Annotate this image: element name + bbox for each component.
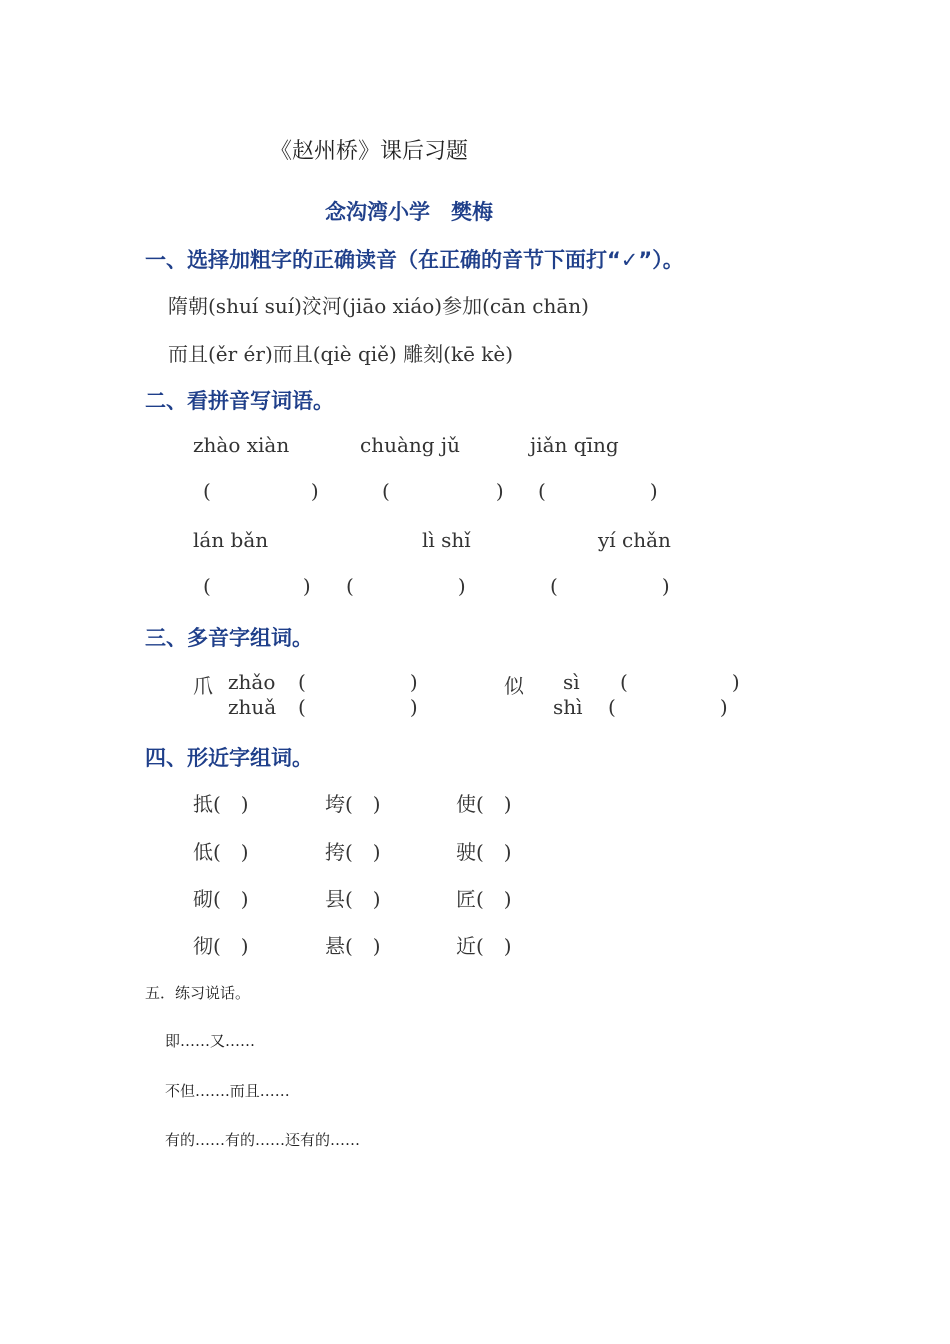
answer-blank[interactable]: ( ) bbox=[213, 887, 249, 911]
answer-blank[interactable]: ( ) bbox=[203, 479, 319, 503]
pinyin-item: chuàng jǔ bbox=[360, 433, 461, 457]
similar-char: 砌( ) bbox=[193, 887, 249, 911]
section-1-line-2: 而且(ěr ér)而且(qiè qiě) 雕刻(kē kè) bbox=[168, 342, 514, 366]
similar-char: 匠( ) bbox=[456, 887, 512, 911]
pinyin-item: jiǎn qīng bbox=[530, 433, 619, 457]
answer-blank[interactable]: ( ) bbox=[203, 574, 311, 598]
polyphone-char: 似 bbox=[504, 674, 524, 698]
answer-blank[interactable]: ( ) bbox=[213, 792, 249, 816]
pinyin-item: yí chǎn bbox=[598, 528, 671, 552]
polyphone-reading: zhǎo bbox=[228, 670, 276, 694]
speaking-item: 有的……有的……还有的…… bbox=[165, 1131, 361, 1149]
answer-blank[interactable]: ( ) bbox=[476, 840, 512, 864]
answer-blank[interactable]: ( ) bbox=[213, 840, 249, 864]
answer-blank[interactable]: ( ) bbox=[346, 574, 466, 598]
section-1-line-1: 隋朝(shuí suí)洨河(jiāo xiáo)参加(cān chān) bbox=[168, 294, 589, 318]
answer-blank[interactable]: ( ) bbox=[298, 670, 418, 694]
section-3-heading: 三、多音字组词。 bbox=[145, 626, 313, 650]
pinyin-item: lì shǐ bbox=[422, 528, 471, 552]
polyphone-reading: shì bbox=[553, 695, 583, 719]
author-line: 念沟湾小学 樊梅 bbox=[325, 200, 493, 224]
similar-char: 使( ) bbox=[456, 792, 512, 816]
pinyin-item: lán bǎn bbox=[193, 528, 269, 552]
answer-blank[interactable]: ( ) bbox=[476, 887, 512, 911]
polyphone-reading: zhuǎ bbox=[228, 695, 277, 719]
pinyin-item: zhào xiàn bbox=[193, 433, 290, 457]
answer-blank[interactable]: ( ) bbox=[608, 695, 728, 719]
speaking-item: 不但…….而且…… bbox=[165, 1082, 290, 1100]
answer-blank[interactable]: ( ) bbox=[345, 934, 381, 958]
section-4-heading: 四、形近字组词。 bbox=[145, 746, 313, 770]
answer-blank[interactable]: ( ) bbox=[345, 840, 381, 864]
polyphone-reading: sì bbox=[563, 670, 580, 694]
answer-blank[interactable]: ( ) bbox=[538, 479, 658, 503]
polyphone-char: 爪 bbox=[193, 674, 213, 698]
section-1-heading: 一、选择加粗字的正确读音（在正确的音节下面打“✓”）。 bbox=[145, 248, 684, 272]
answer-blank[interactable]: ( ) bbox=[550, 574, 670, 598]
answer-blank[interactable]: ( ) bbox=[345, 887, 381, 911]
similar-char: 县( ) bbox=[325, 887, 381, 911]
answer-blank[interactable]: ( ) bbox=[382, 479, 504, 503]
answer-blank[interactable]: ( ) bbox=[476, 934, 512, 958]
section-5-heading: 五．练习说话。 bbox=[145, 984, 251, 1002]
similar-char: 近( ) bbox=[456, 934, 512, 958]
answer-blank[interactable]: ( ) bbox=[298, 695, 418, 719]
speaking-item: 即……又…… bbox=[165, 1032, 256, 1050]
similar-char: 挎( ) bbox=[325, 840, 381, 864]
page-title: 《赵州桥》课后习题 bbox=[270, 139, 469, 164]
similar-char: 悬( ) bbox=[325, 934, 381, 958]
section-2-heading: 二、看拼音写词语。 bbox=[145, 389, 334, 413]
similar-char: 低( ) bbox=[193, 840, 249, 864]
similar-char: 垮( ) bbox=[325, 792, 381, 816]
answer-blank[interactable]: ( ) bbox=[476, 792, 512, 816]
answer-blank[interactable]: ( ) bbox=[213, 934, 249, 958]
answer-blank[interactable]: ( ) bbox=[620, 670, 740, 694]
similar-char: 抵( ) bbox=[193, 792, 249, 816]
answer-blank[interactable]: ( ) bbox=[345, 792, 381, 816]
similar-char: 驶( ) bbox=[456, 840, 512, 864]
similar-char: 彻( ) bbox=[193, 934, 249, 958]
